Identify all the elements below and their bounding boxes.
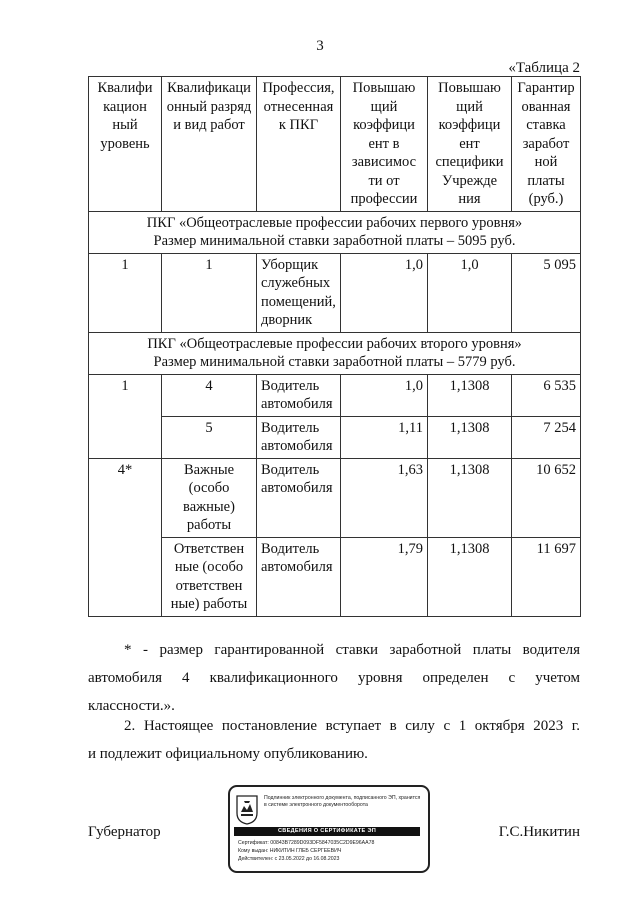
cell-grade: Важные (особо важные) работы	[162, 458, 257, 537]
cell-rate: 11 697	[512, 537, 581, 616]
salary-table	[88, 76, 581, 617]
group2-header	[89, 332, 581, 374]
footnote-line-2: автомобиля 4 квалификационного уровня определен с учетом	[88, 670, 580, 686]
header-coef-profession: Повышаю щий коэффици ент в зависимос ти от профессии	[341, 77, 428, 212]
cell-rate: 5 095	[512, 253, 581, 332]
signature-position: Губернатор	[88, 824, 161, 840]
cell-coef-institution: 1,0	[428, 253, 512, 332]
stamp-title: СВЕДЕНИЯ О СЕРТИФИКАТЕ ЭП	[234, 827, 420, 836]
group1-title: ПКГ «Общеотраслевые профессии рабочих первого уровня»	[146, 214, 523, 231]
cell-coef-profession: 1,63	[341, 458, 428, 537]
cell-coef-institution: 1,1308	[428, 458, 512, 537]
footnote-line-1: * - размер гарантированной ставки заработной платы водителя	[124, 642, 580, 658]
cell-profession: Водитель автомобиля	[257, 416, 341, 458]
signature-name: Г.С.Никитин	[498, 824, 580, 840]
cell-grade: 5	[162, 416, 257, 458]
cell-rate: 6 535	[512, 374, 581, 416]
table-row	[89, 374, 581, 416]
table-row	[89, 537, 581, 616]
cell-coef-institution: 1,1308	[428, 374, 512, 416]
group2-subtitle: Размер минимальной ставки заработной платы – 5779 руб.	[153, 354, 516, 370]
header-coef-institution: Повышаю щий коэффици ент специфики Учрежде ния	[428, 77, 512, 212]
cell-level: 1	[89, 253, 162, 332]
table-row	[89, 458, 581, 537]
cell-coef-profession: 1,79	[341, 537, 428, 616]
cell-profession: Водитель автомобиля	[257, 537, 341, 616]
footnote-line-3: классности.».	[88, 698, 175, 714]
group1-header	[89, 211, 581, 253]
paragraph-2-line-2: и подлежит официальному опубликованию.	[88, 746, 368, 762]
cell-profession: Водитель автомобиля	[257, 458, 341, 537]
cell-grade: Ответствен ные (особо ответствен ные) работы	[162, 537, 257, 616]
table-row	[89, 253, 581, 332]
electronic-signature-stamp	[228, 785, 430, 873]
cell-coef-profession: 1,0	[341, 253, 428, 332]
table-header-row	[89, 77, 581, 212]
stamp-details	[238, 839, 422, 863]
stamp-validity: Действителен: с 23.05.2022 до 16.08.2023	[238, 856, 340, 862]
group-header-row	[89, 332, 581, 374]
table-row	[89, 416, 581, 458]
coat-of-arms-icon	[236, 795, 258, 825]
paragraph-2-line-1: 2. Настоящее постановление вступает в силу с 1 октября 2023 г.	[124, 718, 580, 734]
stamp-top-text: Подлинник электронного документа, подписанного ЭП, хранится в системе электронного документооборота	[264, 795, 421, 808]
cell-level: 1	[89, 374, 162, 458]
cell-coef-institution: 1,1308	[428, 537, 512, 616]
group2-title: ПКГ «Общеотраслевые профессии рабочих второго уровня»	[147, 335, 522, 352]
group-header-row	[89, 211, 581, 253]
header-profession: Профессия, отнесенная к ПКГ	[257, 77, 341, 212]
page-number: 3	[316, 38, 324, 54]
cell-level: 4*	[89, 458, 162, 616]
cell-rate: 10 652	[512, 458, 581, 537]
cell-coef-profession: 1,11	[341, 416, 428, 458]
stamp-certificate: Сертификат: 00843B7289D093DF5847035C2D9E96AA78	[238, 840, 375, 846]
table-caption: «Таблица 2	[508, 60, 580, 76]
cell-profession: Водитель автомобиля	[257, 374, 341, 416]
stamp-issued-to: Кому выдан: НИКИТИН ГЛЕБ СЕРГЕЕВИЧ	[238, 848, 342, 854]
cell-coef-institution: 1,1308	[428, 416, 512, 458]
header-rate: Гарантир ованная ставка заработ ной платы (руб.)	[512, 77, 581, 212]
group1-subtitle: Размер минимальной ставки заработной платы – 5095 руб.	[153, 233, 516, 249]
paragraph-2	[88, 712, 580, 768]
cell-profession: Уборщик служебных помещений, дворник	[257, 253, 341, 332]
header-level: Квалифи кацион ный уровень	[89, 77, 162, 212]
cell-grade: 4	[162, 374, 257, 416]
cell-grade: 1	[162, 253, 257, 332]
cell-coef-profession: 1,0	[341, 374, 428, 416]
cell-rate: 7 254	[512, 416, 581, 458]
header-grade: Квалификаци онный разряд и вид работ	[162, 77, 257, 212]
footnote	[88, 636, 580, 720]
